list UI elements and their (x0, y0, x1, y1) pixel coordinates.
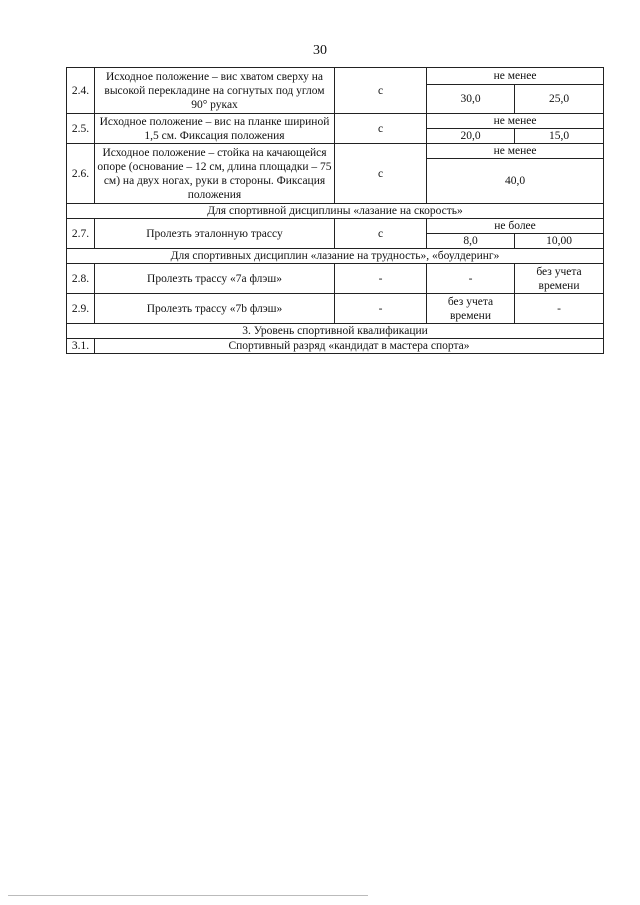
exercise-text: Пролезть эталонную трассу (95, 219, 335, 249)
row-number: 2.5. (67, 114, 95, 144)
section-heading: Для спортивных дисциплин «лазание на трудность», «боулдеринг» (67, 249, 604, 264)
male-value: 20,0 (427, 129, 515, 144)
unit-cell: с (335, 68, 427, 114)
row-number: 2.8. (67, 264, 95, 294)
male-value: без учета времени (427, 294, 515, 324)
criterion-cell: не менее (427, 114, 604, 129)
female-value: без учета времени (515, 264, 604, 294)
exercise-text: Исходное положение – вис на планке шириной 1,5 см. Фиксация положения (95, 114, 335, 144)
unit-cell: с (335, 144, 427, 204)
scan-artifact-line (8, 895, 368, 896)
exercise-text: Исходное положение – вис хватом сверху на высокой перекладине на согнутых под углом 90° руках (95, 68, 335, 114)
male-value: 8,0 (427, 234, 515, 249)
unit-cell: с (335, 219, 427, 249)
exercise-text: Пролезть трассу «7b флэш» (95, 294, 335, 324)
table-row (67, 68, 604, 85)
unit-cell: - (335, 294, 427, 324)
unit-cell: с (335, 114, 427, 144)
male-value: - (427, 264, 515, 294)
page-number: 30 (313, 43, 327, 58)
qualification-text: Спортивный разряд «кандидат в мастера спорта» (95, 339, 604, 354)
standards-table (66, 67, 604, 354)
row-number: 2.9. (67, 294, 95, 324)
female-value: 15,0 (515, 129, 604, 144)
row-number: 2.6. (67, 144, 95, 204)
table-row (67, 339, 604, 354)
table-row (67, 219, 604, 234)
row-number: 2.7. (67, 219, 95, 249)
row-number: 3.1. (67, 339, 95, 354)
female-value: 10,00 (515, 234, 604, 249)
table-row (67, 294, 604, 324)
criterion-cell: не менее (427, 68, 604, 85)
section-heading: Для спортивной дисциплины «лазание на скорость» (67, 204, 604, 219)
section-row (67, 249, 604, 264)
exercise-text: Пролезть трассу «7а флэш» (95, 264, 335, 294)
criterion-cell: не менее (427, 144, 604, 159)
female-value: 25,0 (515, 85, 604, 114)
exercise-text: Исходное положение – стойка на качающейся опоре (основание – 12 см, длина площадки – 75 см) на двух ногах, руки в стороны. Фиксация положения (95, 144, 335, 204)
female-value: - (515, 294, 604, 324)
criterion-cell: не более (427, 219, 604, 234)
male-value: 30,0 (427, 85, 515, 114)
table-row (67, 144, 604, 159)
section-heading: 3. Уровень спортивной квалификации (67, 324, 604, 339)
combined-value: 40,0 (427, 159, 604, 204)
section-row (67, 204, 604, 219)
unit-cell: - (335, 264, 427, 294)
row-number: 2.4. (67, 68, 95, 114)
section-row (67, 324, 604, 339)
table-row (67, 264, 604, 294)
table-row (67, 114, 604, 129)
